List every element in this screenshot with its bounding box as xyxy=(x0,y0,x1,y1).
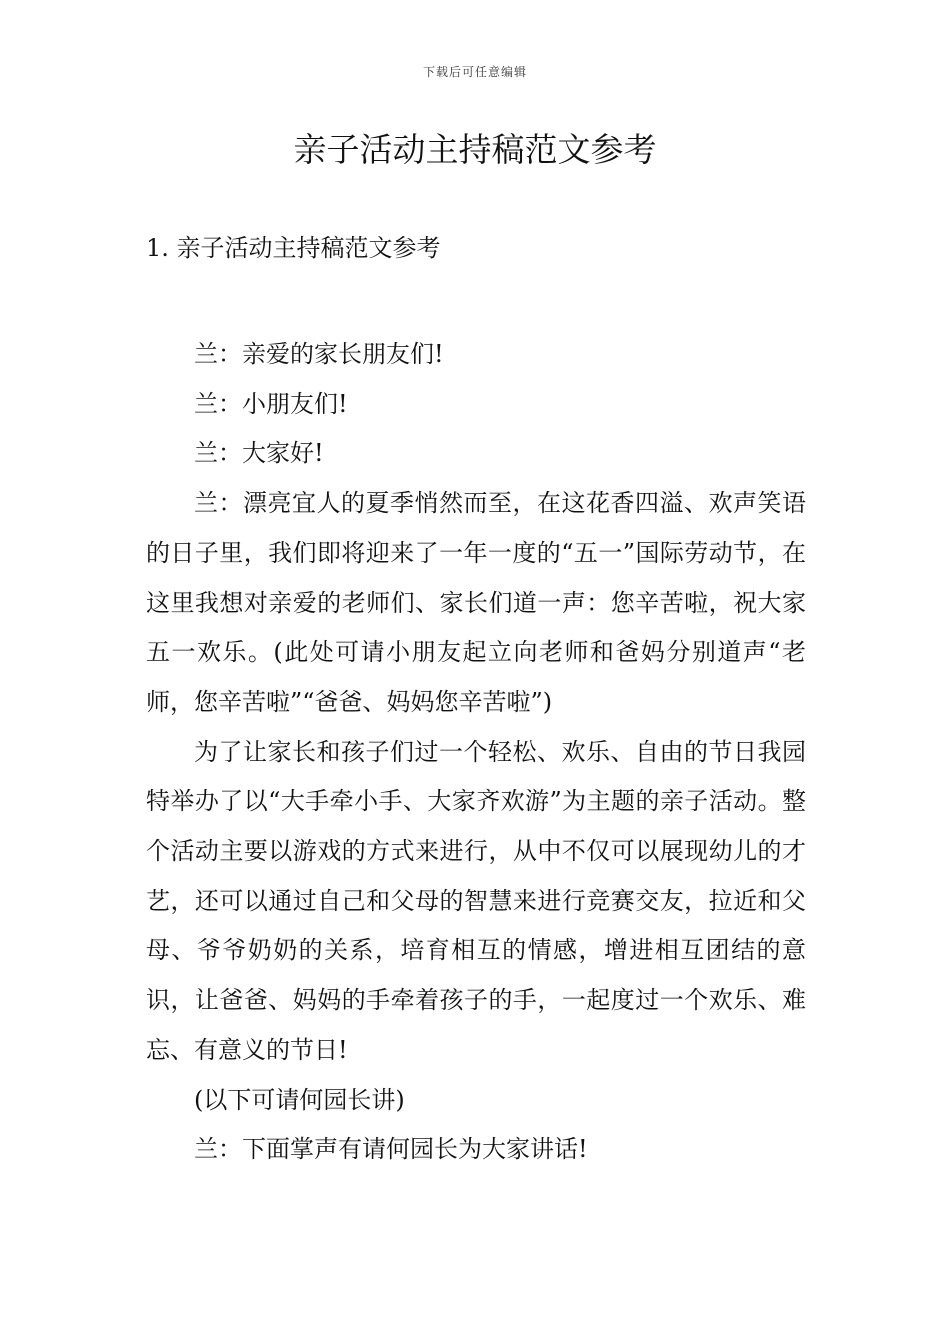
paragraph-opening: 兰：漂亮宜人的夏季悄然而至，在这花香四溢、欢声笑语的日子里，我们即将迎来了一年一度的“五一”国际劳动节，在这里我想对亲爱的老师们、家长们道一声：您辛苦啦，祝大家五一欢乐。(此处可请小朋友起立向老师和爸妈分别道声“老师，您辛苦啦”“爸爸、妈妈您辛苦啦”) xyxy=(146,489,806,716)
document-title: 亲子活动主持稿范文参考 xyxy=(293,130,657,169)
paragraph-greeting-children: 兰：小朋友们! xyxy=(194,389,348,418)
section-heading: 1. 亲子活动主持稿范文参考 xyxy=(146,234,441,262)
paragraph-greeting-all: 兰：大家好! xyxy=(194,439,324,468)
paragraph-greeting-parents: 兰：亲爱的家长朋友们! xyxy=(194,340,444,368)
paragraph-stage-note: (以下可请何园长讲) xyxy=(194,1085,405,1114)
paragraph-invite-principal: 兰：下面掌声有请何园长为大家讲话! xyxy=(194,1135,588,1164)
header-note: 下载后可任意编辑 xyxy=(422,65,527,79)
paragraph-activity-intro: 为了让家长和孩子们过一个轻松、欢乐、自由的节日我园特举办了以“大手牵小手、大家齐欢游”为主题的亲子活动。整个活动主要以游戏的方式来进行，从中不仅可以展现幼儿的才艺，还可以通过自己和父母的智慧来进行竞赛交友，拉近和父母、爷爷奶奶的关系，培育相互的情感，增进相互团结的意识，让爸爸、妈妈的手牵着孩子的手，一起度过一个欢乐、难忘、有意义的节日! xyxy=(146,737,806,1064)
document-body xyxy=(146,330,806,1175)
